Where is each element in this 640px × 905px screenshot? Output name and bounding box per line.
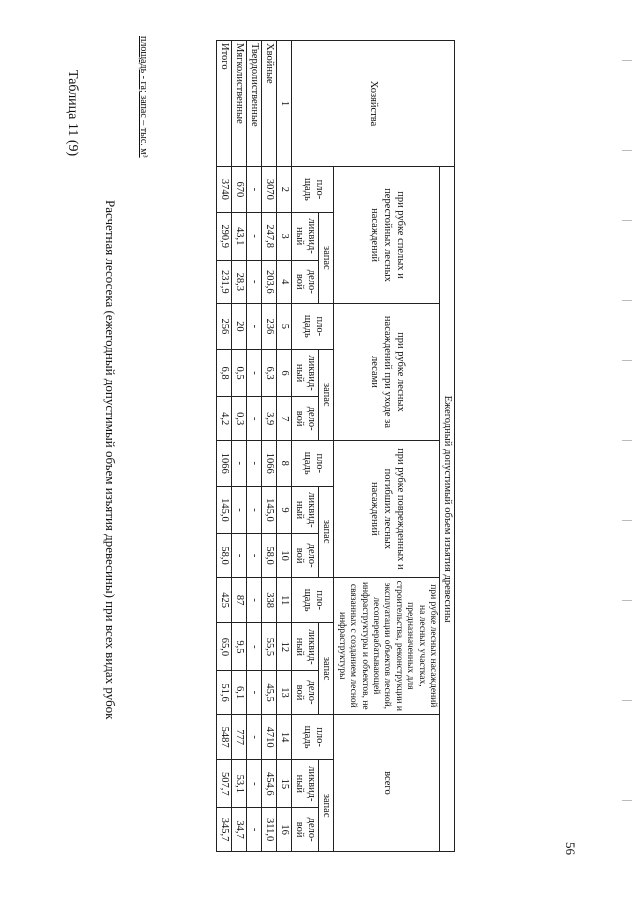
page-number: 56 bbox=[563, 842, 578, 855]
header-liquid: ликвид-ный bbox=[292, 486, 319, 534]
header-infrastructure: при рубке лесных насаждений на лесных участках, предназначенных для строительства, реконструкции и эксплуатации объектов лесной, лесоперерабатывающей инфраструктуры и объектов, не связанных с созданием лесной инфраструктуры bbox=[334, 577, 440, 714]
header-liquid: ликвид-ный bbox=[292, 349, 319, 397]
col-number: 8 bbox=[277, 440, 292, 486]
margin-tick bbox=[622, 600, 632, 601]
table-row-total bbox=[216, 41, 231, 852]
header-thinning: при рубке лесных насаждений при уходе за лесами bbox=[334, 304, 440, 441]
table-cell: 55,5 bbox=[262, 623, 277, 671]
header-area: пло-щадь bbox=[292, 167, 334, 213]
table-cell: 425 bbox=[216, 577, 231, 623]
header-area: пло-щадь bbox=[292, 304, 334, 350]
margin-tick bbox=[622, 520, 632, 521]
table-cell: 43,1 bbox=[231, 212, 246, 260]
table-cell: 45,5 bbox=[262, 671, 277, 714]
table-cell: 231,9 bbox=[216, 260, 231, 303]
header-business: дело-вой bbox=[292, 260, 319, 303]
header-business: дело-вой bbox=[292, 397, 319, 440]
table-cell: 28,3 bbox=[231, 260, 246, 303]
col-number: 7 bbox=[277, 397, 292, 440]
table-cell: 6,3 bbox=[262, 349, 277, 397]
table-cell: 256 bbox=[216, 304, 231, 350]
table-cell: 3,9 bbox=[262, 397, 277, 440]
table-cell: 145,0 bbox=[262, 486, 277, 534]
table-cell: - bbox=[247, 714, 262, 760]
table-cell: 338 bbox=[262, 577, 277, 623]
col-number: 14 bbox=[277, 714, 292, 760]
table-cell: - bbox=[247, 486, 262, 534]
table-cell: 3740 bbox=[216, 167, 231, 213]
col-number: 1 bbox=[277, 41, 292, 167]
header-stock: запас bbox=[319, 486, 334, 577]
col-number: 9 bbox=[277, 486, 292, 534]
header-liquid: ликвид-ный bbox=[292, 212, 319, 260]
header-business: дело-вой bbox=[292, 534, 319, 577]
table-cell: - bbox=[247, 440, 262, 486]
table-cell: 20 bbox=[231, 304, 246, 350]
margin-tick bbox=[622, 220, 632, 221]
table-cell: - bbox=[247, 760, 262, 808]
header-business: дело-вой bbox=[292, 808, 319, 852]
col-number: 10 bbox=[277, 534, 292, 577]
table-cell: 311,0 bbox=[262, 808, 277, 852]
col-number: 6 bbox=[277, 349, 292, 397]
col-number: 13 bbox=[277, 671, 292, 714]
table-cell: - bbox=[231, 534, 246, 577]
table-row bbox=[262, 41, 277, 852]
header-stock: запас bbox=[319, 212, 334, 303]
header-group: Ежегодный допустимый объем изъятия древесины bbox=[439, 167, 454, 852]
margin-tick bbox=[622, 360, 632, 361]
table-cell: 4710 bbox=[262, 714, 277, 760]
harvest-volume-table bbox=[216, 40, 455, 852]
table-cell: 1066 bbox=[262, 440, 277, 486]
header-business: дело-вой bbox=[292, 671, 319, 714]
table-cell: 65,0 bbox=[216, 623, 231, 671]
row-label: Итого bbox=[216, 41, 231, 167]
table-cell: - bbox=[247, 304, 262, 350]
column-number-row bbox=[277, 41, 292, 852]
margin-tick bbox=[622, 60, 632, 61]
table-cell: 4,2 bbox=[216, 397, 231, 440]
table-cell: 0,3 bbox=[231, 397, 246, 440]
margin-tick bbox=[622, 150, 632, 151]
table-cell: 9,5 bbox=[231, 623, 246, 671]
col-number: 12 bbox=[277, 623, 292, 671]
header-row-1 bbox=[439, 41, 454, 852]
header-total: всего bbox=[334, 714, 440, 851]
table-cell: 53,1 bbox=[231, 760, 246, 808]
table-cell: 507,7 bbox=[216, 760, 231, 808]
col-number: 2 bbox=[277, 167, 292, 213]
margin-tick bbox=[622, 800, 632, 801]
table-cell: - bbox=[247, 671, 262, 714]
row-label: Хвойные bbox=[262, 41, 277, 167]
header-stock: запас bbox=[319, 623, 334, 714]
header-liquid: ликвид-ный bbox=[292, 760, 319, 808]
table-cell: 454,6 bbox=[262, 760, 277, 808]
table-cell: - bbox=[247, 397, 262, 440]
header-stock: запас bbox=[319, 760, 334, 852]
table-cell: - bbox=[247, 212, 262, 260]
margin-tick bbox=[622, 700, 632, 701]
header-farm: Хозяйства bbox=[292, 41, 455, 167]
header-area: пло-щадь bbox=[292, 577, 334, 623]
header-mature: при рубке спелых и перестойных лесных насаждений bbox=[334, 167, 440, 304]
col-number: 11 bbox=[277, 577, 292, 623]
table-cell: 145,0 bbox=[216, 486, 231, 534]
table-cell: 34,7 bbox=[231, 808, 246, 852]
table-cell: 290,9 bbox=[216, 212, 231, 260]
col-number: 16 bbox=[277, 808, 292, 852]
table-cell: 247,8 bbox=[262, 212, 277, 260]
row-label: Мягколиственные bbox=[231, 41, 246, 167]
table-number: Таблица 11 (9) bbox=[65, 70, 80, 157]
table-cell: 51,6 bbox=[216, 671, 231, 714]
table-cell: - bbox=[247, 623, 262, 671]
table-cell: 236 bbox=[262, 304, 277, 350]
col-number: 4 bbox=[277, 260, 292, 303]
col-number: 15 bbox=[277, 760, 292, 808]
row-label: Твердолиственные bbox=[247, 41, 262, 167]
header-damaged: при рубке поврежденных и погибших лесных насаждений bbox=[334, 440, 440, 577]
col-number: 3 bbox=[277, 212, 292, 260]
table-cell: - bbox=[247, 260, 262, 303]
table-cell: - bbox=[247, 349, 262, 397]
table-cell: 777 bbox=[231, 714, 246, 760]
table-cell: 1066 bbox=[216, 440, 231, 486]
table-cell: 5487 bbox=[216, 714, 231, 760]
table-cell: 3070 bbox=[262, 167, 277, 213]
units-note: площадь - га; запас – тыс. м³ bbox=[138, 36, 149, 158]
margin-tick bbox=[622, 440, 632, 441]
table-cell: 6,8 bbox=[216, 349, 231, 397]
table-cell: - bbox=[247, 808, 262, 852]
table-cell: - bbox=[231, 486, 246, 534]
header-area: пло-щадь bbox=[292, 714, 334, 760]
table-row bbox=[231, 41, 246, 852]
table-cell: 345,7 bbox=[216, 808, 231, 852]
table-cell: - bbox=[247, 534, 262, 577]
table-cell: 87 bbox=[231, 577, 246, 623]
margin-tick bbox=[622, 300, 632, 301]
header-liquid: ликвид-ный bbox=[292, 623, 319, 671]
table-cell: 58,0 bbox=[262, 534, 277, 577]
table-cell: - bbox=[247, 577, 262, 623]
table-cell: 203,6 bbox=[262, 260, 277, 303]
table-cell: - bbox=[247, 167, 262, 213]
table-row bbox=[247, 41, 262, 852]
col-number: 5 bbox=[277, 304, 292, 350]
table-caption: Расчетная лесосека (ежегодный допустимый объем изъятия древесины) при всех видах рубок bbox=[103, 200, 118, 720]
table-cell: 670 bbox=[231, 167, 246, 213]
table-cell: 6,1 bbox=[231, 671, 246, 714]
table-cell: - bbox=[231, 440, 246, 486]
table-cell: 0,5 bbox=[231, 349, 246, 397]
table-cell: 58,0 bbox=[216, 534, 231, 577]
header-area: пло-щадь bbox=[292, 440, 334, 486]
header-stock: запас bbox=[319, 349, 334, 440]
